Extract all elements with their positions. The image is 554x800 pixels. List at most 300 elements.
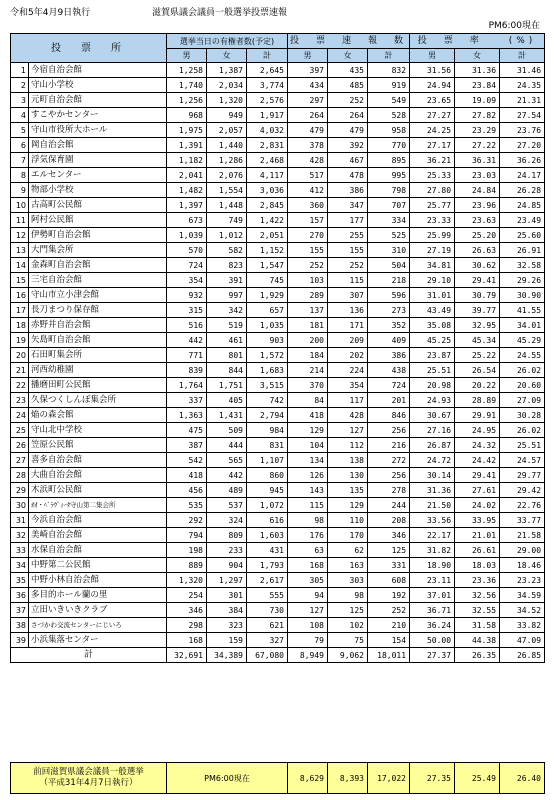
registered-male: 315 [167,303,207,318]
registered-male: 724 [167,258,207,273]
registered-male: 254 [167,588,207,603]
row-number: 23 [11,393,29,408]
voters-total: 798 [368,183,410,198]
header-male: 男 [410,49,455,63]
registered-female: 1,751 [207,378,247,393]
rate-male: 23.11 [410,573,455,588]
voters-total: 352 [368,318,410,333]
registered-total: 2,845 [247,198,288,213]
registered-male: 889 [167,558,207,573]
row-number: 18 [11,318,29,333]
row-number: 19 [11,333,29,348]
rate-total: 24.85 [500,198,545,213]
voters-total: 244 [368,498,410,513]
registered-female: 997 [207,288,247,303]
row-number: 13 [11,243,29,258]
station-name: すこやかセンター [29,108,167,123]
station-name: 赤野井自治会館 [29,318,167,333]
registered-total: 3,774 [247,78,288,93]
table-row [11,333,545,348]
rate-female: 27.61 [455,483,500,498]
registered-female: 582 [207,243,247,258]
row-number: 38 [11,618,29,633]
voters-male: 108 [288,618,328,633]
table-row [11,288,545,303]
previous-voters-male: 8,629 [288,763,328,794]
rate-total: 29.26 [500,273,545,288]
rate-total: 23.49 [500,213,545,228]
registered-male: 1,258 [167,63,207,78]
registered-total: 1,035 [247,318,288,333]
registered-male: 346 [167,603,207,618]
station-name: 古高町公民館 [29,198,167,213]
station-name: 立田いきいきクラブ [29,603,167,618]
registered-female: 391 [207,273,247,288]
voters-female: 177 [328,213,368,228]
rate-male: 43.49 [410,303,455,318]
registered-total: 1,422 [247,213,288,228]
rate-female: 25.20 [455,228,500,243]
rate-total: 18.46 [500,558,545,573]
rate-female: 26.63 [455,243,500,258]
voters-female: 129 [328,498,368,513]
registered-female: 233 [207,543,247,558]
rate-male: 25.99 [410,228,455,243]
voters-male: 184 [288,348,328,363]
registered-total: 555 [247,588,288,603]
voters-female: 347 [328,198,368,213]
voters-male: 289 [288,288,328,303]
header-voters: 投 票 速 報 数 [288,34,410,49]
registered-male: 932 [167,288,207,303]
registered-female: 949 [207,108,247,123]
registered-female: 405 [207,393,247,408]
voters-male: 79 [288,633,328,648]
registered-total: 2,831 [247,138,288,153]
voters-total: 346 [368,528,410,543]
row-number: 25 [11,423,29,438]
voters-female: 163 [328,558,368,573]
station-name: 小浜集落センター [29,633,167,648]
table-row [11,603,545,618]
registered-female: 1,387 [207,63,247,78]
registered-male: 475 [167,423,207,438]
rate-male: 27.17 [410,138,455,153]
rate-male: 30.67 [410,408,455,423]
voters-total: 596 [368,288,410,303]
registered-total: 3,515 [247,378,288,393]
voters-total: 331 [368,558,410,573]
table-row [11,393,545,408]
rate-male: 27.16 [410,423,455,438]
voters-female: 102 [328,618,368,633]
voters-female: 125 [328,603,368,618]
voters-total: 919 [368,78,410,93]
rate-female: 26.54 [455,363,500,378]
rate-female: 29.91 [455,408,500,423]
rate-male: 24.93 [410,393,455,408]
voters-male: 157 [288,213,328,228]
registered-total: 730 [247,603,288,618]
station-name: 木浜町公民館 [29,483,167,498]
registered-total: 616 [247,513,288,528]
row-number: 28 [11,468,29,483]
voters-total: 386 [368,348,410,363]
rate-total: 29.42 [500,483,545,498]
rate-female: 20.22 [455,378,500,393]
registered-male: 292 [167,513,207,528]
voters-total: 125 [368,543,410,558]
table-row [11,153,545,168]
voters-total: 707 [368,198,410,213]
table-row [11,468,545,483]
rate-female: 24.84 [455,183,500,198]
voters-total: 252 [368,603,410,618]
registered-female: 1,440 [207,138,247,153]
registered-male: 839 [167,363,207,378]
header-rate: 投 票 率 (%) [410,34,545,49]
election-date: 令和5年4月9日執行 [10,8,91,18]
registered-female: 323 [207,618,247,633]
rate-total: 30.28 [500,408,545,423]
voters-total: 832 [368,63,410,78]
total-voters-male: 8,949 [288,648,328,663]
row-number: 3 [11,93,29,108]
station-name: 三宅自治会館 [29,273,167,288]
registered-female: 444 [207,438,247,453]
header-total: 計 [368,49,410,63]
row-number: 5 [11,123,29,138]
station-name: 守山市役所大ホール [29,123,167,138]
registered-total: 621 [247,618,288,633]
registered-male: 1,740 [167,78,207,93]
rate-male: 33.56 [410,513,455,528]
voters-female: 209 [328,333,368,348]
voters-total: 438 [368,363,410,378]
voters-male: 94 [288,588,328,603]
voters-female: 130 [328,468,368,483]
rate-female: 28.89 [455,393,500,408]
voters-total: 525 [368,228,410,243]
voters-female: 202 [328,348,368,363]
total-rate-female: 26.35 [455,648,500,663]
rate-female: 24.95 [455,423,500,438]
registered-female: 1,297 [207,573,247,588]
rate-total: 33.82 [500,618,545,633]
row-number: 22 [11,378,29,393]
row-number: 1 [11,63,29,78]
station-name: 中野第二公民館 [29,558,167,573]
rate-male: 22.17 [410,528,455,543]
registered-female: 2,034 [207,78,247,93]
rate-total: 27.09 [500,393,545,408]
registered-total: 1,072 [247,498,288,513]
voters-total: 278 [368,483,410,498]
station-name: 焔の森会館 [29,408,167,423]
rate-female: 39.77 [455,303,500,318]
row-number: 29 [11,483,29,498]
voters-male: 63 [288,543,328,558]
row-number: 6 [11,138,29,153]
header-female: 女 [207,49,247,63]
registered-male: 1,391 [167,138,207,153]
rate-male: 24.72 [410,453,455,468]
rate-male: 24.25 [410,123,455,138]
header-male: 男 [288,49,328,63]
rate-total: 23.23 [500,573,545,588]
voters-total: 272 [368,453,410,468]
rate-male: 50.00 [410,633,455,648]
rate-male: 45.25 [410,333,455,348]
voters-total: 154 [368,633,410,648]
station-name: 大曲自治会館 [29,468,167,483]
table-row [11,63,545,78]
rate-female: 19.09 [455,93,500,108]
previous-time: PM6:00現在 [167,763,288,794]
row-number: 4 [11,108,29,123]
rate-total: 29.77 [500,468,545,483]
voters-male: 104 [288,438,328,453]
registered-male: 542 [167,453,207,468]
rate-male: 18.90 [410,558,455,573]
total-voters-female: 9,062 [328,648,368,663]
registered-male: 1,039 [167,228,207,243]
row-number: 24 [11,408,29,423]
rate-male: 24.94 [410,78,455,93]
rate-female: 24.02 [455,498,500,513]
rate-male: 27.19 [410,243,455,258]
registered-total: 1,793 [247,558,288,573]
previous-election-table [10,762,545,794]
rate-female: 31.36 [455,63,500,78]
voters-total: 256 [368,468,410,483]
table-row [11,453,545,468]
rate-total: 47.09 [500,633,545,648]
registered-male: 1,363 [167,408,207,423]
voters-total: 895 [368,153,410,168]
voters-male: 270 [288,228,328,243]
table-row [11,303,545,318]
voters-male: 168 [288,558,328,573]
voters-male: 134 [288,453,328,468]
table-row [11,228,545,243]
registered-male: 1,482 [167,183,207,198]
total-registered-male: 32,691 [167,648,207,663]
voters-total: 528 [368,108,410,123]
voters-total: 192 [368,588,410,603]
rate-female: 31.58 [455,618,500,633]
row-number: 20 [11,348,29,363]
rate-total: 29.00 [500,543,545,558]
table-row [11,588,545,603]
registered-total: 2,645 [247,63,288,78]
registered-female: 1,431 [207,408,247,423]
voters-male: 84 [288,393,328,408]
station-name: 今浜自治会館 [29,513,167,528]
registered-female: 823 [207,258,247,273]
registered-total: 1,152 [247,243,288,258]
voters-female: 467 [328,153,368,168]
voters-male: 103 [288,273,328,288]
voters-male: 517 [288,168,328,183]
voters-female: 479 [328,123,368,138]
row-number: 34 [11,558,29,573]
rate-total: 26.02 [500,423,545,438]
rate-male: 23.65 [410,93,455,108]
previous-voters-female: 8,393 [328,763,368,794]
rate-female: 21.01 [455,528,500,543]
voters-female: 110 [328,513,368,528]
rate-female: 23.29 [455,123,500,138]
station-name: 河西幼稚園 [29,363,167,378]
rate-female: 32.56 [455,588,500,603]
row-number: 10 [11,198,29,213]
registered-female: 1,012 [207,228,247,243]
voters-female: 115 [328,273,368,288]
header-station: 投 票 所 [11,34,167,63]
registered-female: 749 [207,213,247,228]
voters-female: 264 [328,108,368,123]
voters-male: 155 [288,243,328,258]
rate-female: 25.22 [455,348,500,363]
previous-row [11,763,545,794]
voters-male: 297 [288,93,328,108]
rate-total: 24.17 [500,168,545,183]
total-row [11,648,545,663]
voters-male: 200 [288,333,328,348]
voters-male: 412 [288,183,328,198]
registered-total: 431 [247,543,288,558]
row-number: 7 [11,153,29,168]
table-row [11,198,545,213]
row-number: 35 [11,573,29,588]
rate-total: 24.35 [500,78,545,93]
previous-rate-male: 27.35 [410,763,455,794]
rate-total: 27.54 [500,108,545,123]
registered-total: 1,572 [247,348,288,363]
row-number: 11 [11,213,29,228]
station-name: 美崎自治会館 [29,528,167,543]
total-rate-male: 27.37 [410,648,455,663]
voters-male: 181 [288,318,328,333]
voters-male: 428 [288,153,328,168]
previous-label-line2: （平成31年4月7日執行） [39,778,138,788]
station-name: ｵｵ・ﾍﾞﾗｳﾞｨｰﾀ守山第二集会所 [29,498,167,513]
registered-total: 2,051 [247,228,288,243]
rate-total: 24.55 [500,348,545,363]
rate-male: 23.33 [410,213,455,228]
rate-female: 27.22 [455,138,500,153]
voters-female: 303 [328,573,368,588]
rate-male: 25.77 [410,198,455,213]
registered-male: 1,397 [167,198,207,213]
voters-female: 478 [328,168,368,183]
voters-female: 171 [328,318,368,333]
station-name: 長刀まつり保存館 [29,303,167,318]
registered-male: 168 [167,633,207,648]
rate-total: 32.58 [500,258,545,273]
rate-female: 23.63 [455,213,500,228]
registered-female: 489 [207,483,247,498]
station-name: 中野小林自治会館 [29,573,167,588]
rate-male: 34.81 [410,258,455,273]
station-name: 守山小学校 [29,78,167,93]
rate-male: 36.21 [410,153,455,168]
registered-total: 2,794 [247,408,288,423]
rate-total: 41.55 [500,303,545,318]
previous-rate-total: 26.40 [500,763,545,794]
total-label: 計 [11,648,167,663]
voters-male: 137 [288,303,328,318]
rate-female: 23.03 [455,168,500,183]
rate-male: 31.01 [410,288,455,303]
header-male: 男 [167,49,207,63]
rate-total: 30.90 [500,288,545,303]
table-row [11,378,545,393]
voters-male: 434 [288,78,328,93]
registered-total: 1,929 [247,288,288,303]
voters-total: 995 [368,168,410,183]
voters-total: 216 [368,438,410,453]
voters-female: 252 [328,258,368,273]
registered-female: 1,286 [207,153,247,168]
registered-male: 387 [167,438,207,453]
row-number: 21 [11,363,29,378]
row-number: 33 [11,543,29,558]
registered-female: 519 [207,318,247,333]
row-number: 27 [11,453,29,468]
registered-male: 1,256 [167,93,207,108]
voters-male: 143 [288,483,328,498]
rate-male: 35.08 [410,318,455,333]
station-name: 笠原公民館 [29,438,167,453]
table-row [11,423,545,438]
voters-total: 770 [368,138,410,153]
station-name: 播磨田町公民館 [29,378,167,393]
registered-female: 904 [207,558,247,573]
voters-female: 354 [328,378,368,393]
table-row [11,498,545,513]
header-registered: 選挙当日の有権者数(予定) [167,34,288,49]
voters-male: 115 [288,498,328,513]
voters-male: 98 [288,513,328,528]
previous-label [11,763,167,794]
registered-male: 968 [167,108,207,123]
rate-male: 25.33 [410,168,455,183]
rate-female: 23.96 [455,198,500,213]
registered-total: 860 [247,468,288,483]
registered-female: 1,320 [207,93,247,108]
rate-female: 24.42 [455,453,500,468]
voters-total: 208 [368,513,410,528]
voters-male: 370 [288,378,328,393]
registered-male: 1,764 [167,378,207,393]
registered-total: 903 [247,333,288,348]
voters-total: 549 [368,93,410,108]
rate-female: 29.41 [455,273,500,288]
registered-total: 1,917 [247,108,288,123]
voters-total: 334 [368,213,410,228]
station-name: 矢島町自治会館 [29,333,167,348]
voters-female: 252 [328,93,368,108]
rate-male: 27.80 [410,183,455,198]
rate-male: 30.14 [410,468,455,483]
rate-total: 23.76 [500,123,545,138]
table-row [11,108,545,123]
previous-voters-total: 17,022 [368,763,410,794]
station-name: 今宿自治会館 [29,63,167,78]
registered-male: 570 [167,243,207,258]
